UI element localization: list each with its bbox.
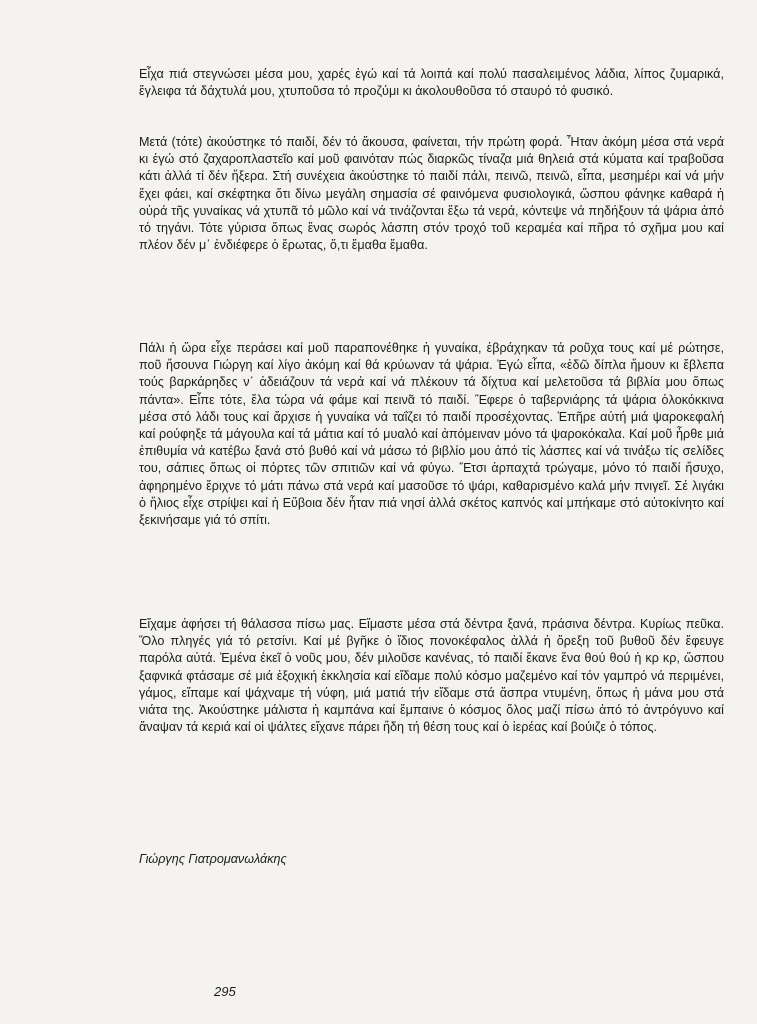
paragraph-1-text: Εἶχα πιά στεγνώσει μέσα μου, χαρές ἐγώ καί τά λοιπά καί πολύ πασαλειμένος λάδια, λίπος ζυμαρικά, ἔγλειφα τά δάχτυλά μου, χτυποῦσα τό προζύμι κι ἀκολουθοῦσα τό σταυρό τό φυσικό. xyxy=(139,67,724,99)
paragraph-2 xyxy=(139,134,724,254)
paragraph-3 xyxy=(139,340,724,529)
paragraph-3-text: Πάλι ἡ ὥρα εἶχε περάσει καί μοῦ παραπονέθηκε ἡ γυναίκα, ἐβράχηκαν τά ροῦχα τους καί μέ ρώτησε, ποῦ ἤσουνα Γιώργη καί λίγο ἀκόμη καί θά κρύωναν τά ψάρια. Ἐγώ εἶπα, «ἐδῶ δίπλα ἤμουν κι ἔβλεπα τούς βαρκάρηδες ν᾽ ἀδειάζουν τά νερά καί νά πλέκουν τά δίχτυα καί μελετοῦσα τά βιβλία μου ὅπως πάντα». Εἶπε τότε, ἔλα τώρα νά φάμε καί πεινᾶ τό παιδί. Ἔφερε ὁ ταβερνιάρης τά ψάρια ὁλοκόκκινα μέσα στό λάδι τους καί ἄρχισε ἡ γυναίκα νά ταΐζει τό παιδί προσέχοντας. Ἐπῆρε αὐτή μιά ψαροκεφαλή καί ρούφηξε τά μάγουλα καί τά μάτια καί τό μυαλό καί ἀπόμειναν μόνο τά ψαροκόκαλα. Καί μοῦ ἦρθε μιά ἐπιθυμία νά κατέβω ξανά στό βυθό καί νά μάσω τό βιβλίο μου ἀπό τίς λάσπες καί νά τινάξω τίς σελίδες του, σάπιες ὅπως οἱ πόρτες τῶν σπιτιῶν καί νά φύγω. Ἔτσι ἁρπαχτά τρώγαμε, μόνο τό παιδί ἤσυχο, ἀφηρημένο ἔριχνε τό μάτι πάνω στά νερά καί μασοῦσε τό ψάρι, καθαρισμένο καλά μήν πνιγεῖ. Σέ λιγάκι ὁ ἥλιος εἶχε στρίψει καί ἡ Εὔβοια δέν ἦταν πιά νησί ἀλλά σκέτος καπνός καί μπήκαμε στό αὐτοκίνητο καί ξεκινήσαμε γιά τό σπίτι. xyxy=(139,341,724,528)
page-number: 295 xyxy=(214,984,236,999)
paragraph-4 xyxy=(139,616,724,736)
paragraph-1 xyxy=(139,66,724,100)
paragraph-4-text: Εἴχαμε ἀφήσει τή θάλασσα πίσω μας. Εἴμαστε μέσα στά δέντρα ξανά, πράσινα δέντρα. Κυρίως πεῦκα. Ὅλο πληγές γιά τό ρετσίνι. Καί μέ βγῆκε ὁ ἴδιος πονοκέφαλος ἀλλά ἡ ὄρεξη τοῦ βυθοῦ δέν ἔφευγε παρόλα αὐτά. Ἐμένα ἐκεῖ ὁ νοῦς μου, δέν μιλοῦσε κανένας, τό παιδί ἔκανε ἕνα θού θού ἡ κρ κρ, ὥσπου ξαφνικά φτάσαμε σέ μιά ἐξοχική ἐκκλησία καί εἴδαμε πολύ κόσμο μαζεμένο καί τόν γαμπρό νά περιμένει, γάμος, εἴπαμε καί ψάχναμε τή νύφη, μιά ματιά τήν εἴδαμε στά ἄσπρα ντυμένη, ὅπως ἡ μάνα μου στά νιάτα της. Ἀκούστηκε μάλιστα ἡ καμπάνα καί ἔμπαινε ὁ κόσμος ὅλος μαζί πίσω ἀπό τό ἀντρόγυνο καί ἄναψαν τά κεριά καί οἱ ψάλτες εἴχανε πάρει ἤδη τή θέση τους καί ὁ ἱερέας καί βούιζε ὁ τόπος. xyxy=(139,617,724,735)
author-signature: Γιώργης Γιατρομανωλάκης xyxy=(139,852,287,866)
paragraph-2-text: Μετά (τότε) ἀκούστηκε τό παιδί, δέν τό ἄκουσα, φαίνεται, τήν πρώτη φορά. Ἦταν ἀκόμη μέσα στά νερά κι ἐγώ στό ζαχαροπλαστεῖο καί μοῦ φαινόταν πώς διαρκῶς τίναζα μιά θηλειά στά κύματα καί τραβοῦσα κάτι ἀλλά τί δέν ἤξερα. Στή συνέχεια ἀκούστηκε τό παιδί πάλι, πεινῶ, πεινῶ, εἶπα, μεσημέρι καί νά μήν ἔχει φάει, καί σκέφτηκα ὅτι δίνω μεγάλη σημασία σέ φαινόμενα φυσιολογικά, ὥσπου φάνηκε καθαρά ἡ οὐρά τῆς γυναίκας νά χτυπᾶ τό μῶλο καί νά τινάζονται ἔξω τά νερά, κόντεψε νά πηδήξουν τά ψάρια ἀπό τό τηγάνι. Τότε γύρισα ὅπως ἕνας σωρός λάσπη στόν τροχό τοῦ κεραμέα καί πῆρα τό σχῆμα μου καί πλέον δέν μ᾽ ἐνδιέφερε ὁ ἔρωτας, ὅ,τι ἔμαθα ἔμαθα. xyxy=(139,135,724,253)
